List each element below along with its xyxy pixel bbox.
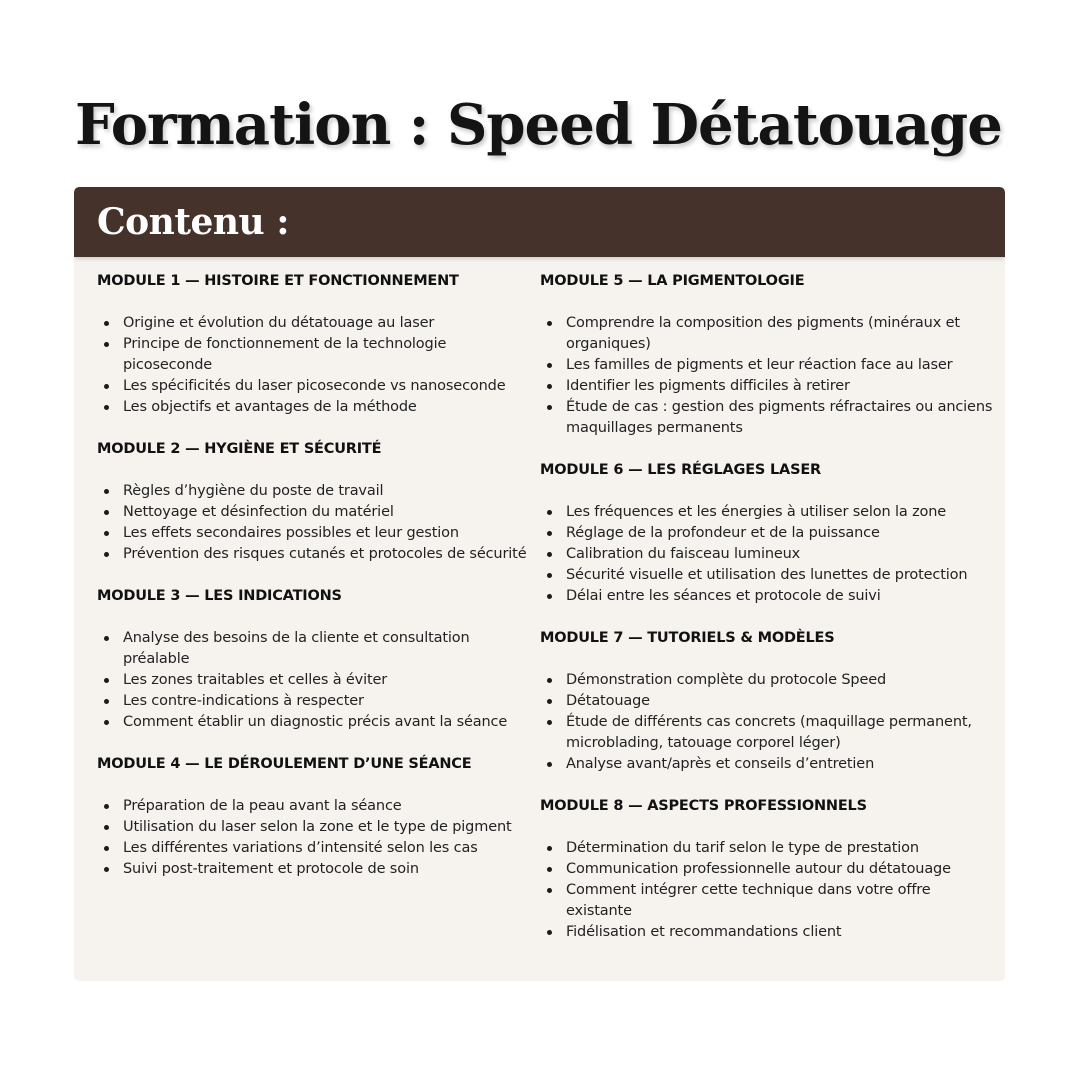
list-item-text: Utilisation du laser selon la zone et le type de pigment (123, 819, 512, 835)
list-item-text: Les contre-indications à respecter (123, 693, 364, 709)
list-item (566, 376, 1000, 397)
right-column (540, 271, 1000, 964)
bullet-icon (547, 510, 552, 515)
list-item (123, 544, 527, 565)
module-section (540, 796, 1000, 943)
list-item-text: Règles d’hygiène du poste de travail (123, 483, 384, 499)
list-item-text: Réglage de la profondeur et de la puissance (566, 525, 880, 541)
list-item-text: Calibration du faisceau lumineux (566, 546, 801, 562)
bullet-icon (547, 930, 552, 935)
bullet-icon (104, 405, 109, 410)
module-title: MODULE 5 — LA PIGMENTOLOGIE (540, 273, 805, 289)
list-item (123, 712, 527, 733)
list-item-text: Les zones traitables et celles à éviter (123, 672, 388, 688)
bullet-icon (547, 846, 552, 851)
list-item (123, 481, 527, 502)
list-item-text: Origine et évolution du détatouage au laser (123, 315, 435, 331)
list-item (566, 670, 1000, 691)
bullet-icon (104, 678, 109, 683)
list-item-text: Fidélisation et recommandations client (566, 924, 842, 940)
list-item (123, 313, 527, 334)
list-item (566, 691, 1000, 712)
bullet-icon (547, 720, 552, 725)
module-item-list (97, 481, 527, 565)
bullet-icon (547, 384, 552, 389)
list-item-text: Principe de fonctionnement de la technologie picoseconde (123, 336, 447, 373)
list-item (566, 397, 1000, 439)
list-item-text: Les fréquences et les énergies à utiliser selon la zone (566, 504, 947, 520)
module-section (97, 271, 527, 418)
module-item-list (540, 838, 1000, 943)
list-item-text: Les effets secondaires possibles et leur gestion (123, 525, 459, 541)
list-item (123, 859, 527, 880)
module-title: MODULE 2 — HYGIÈNE ET SÉCURITÉ (97, 441, 382, 457)
bullet-icon (547, 888, 552, 893)
list-item (566, 502, 1000, 523)
module-item-list (540, 670, 1000, 775)
bullet-icon (547, 405, 552, 410)
content-header (74, 187, 1005, 257)
bullet-icon (547, 594, 552, 599)
list-item-text: Les objectifs et avantages de la méthode (123, 399, 417, 415)
list-item (566, 754, 1000, 775)
module-title: MODULE 6 — LES RÉGLAGES LASER (540, 462, 821, 478)
bullet-icon (104, 699, 109, 704)
list-item (566, 544, 1000, 565)
bullet-icon (104, 846, 109, 851)
page-title: Formation : Speed Détatouage (75, 92, 1002, 158)
list-item (123, 691, 527, 712)
list-item-text: Sécurité visuelle et utilisation des lunettes de protection (566, 567, 968, 583)
list-item (566, 565, 1000, 586)
bullet-icon (104, 342, 109, 347)
module-section (97, 586, 527, 733)
list-item-text: Délai entre les séances et protocole de suivi (566, 588, 881, 604)
module-title: MODULE 4 — LE DÉROULEMENT D’UNE SÉANCE (97, 756, 472, 772)
module-title: MODULE 1 — HISTOIRE ET FONCTIONNEMENT (97, 273, 459, 289)
bullet-icon (104, 804, 109, 809)
bullet-icon (104, 552, 109, 557)
list-item (123, 376, 527, 397)
list-item (123, 397, 527, 418)
list-item-text: Communication professionnelle autour du détatouage (566, 861, 951, 877)
list-item (566, 880, 1000, 922)
list-item-text: Démonstration complète du protocole Speed (566, 672, 887, 688)
module-title: MODULE 3 — LES INDICATIONS (97, 588, 342, 604)
list-item-text: Comment intégrer cette technique dans votre offre existante (566, 882, 931, 919)
list-item-text: Étude de différents cas concrets (maquillage permanent, microblading, tatouage corporel léger) (566, 714, 972, 751)
list-item-text: Préparation de la peau avant la séance (123, 798, 402, 814)
list-item (566, 523, 1000, 544)
module-title: MODULE 7 — TUTORIELS & MODÈLES (540, 630, 835, 646)
list-item-text: Prévention des risques cutanés et protocoles de sécurité (123, 546, 527, 562)
bullet-icon (547, 363, 552, 368)
list-item (123, 523, 527, 544)
list-item (123, 670, 527, 691)
list-item (566, 838, 1000, 859)
content-card (74, 187, 1005, 981)
list-item (566, 313, 1000, 355)
list-item-text: Étude de cas : gestion des pigments réfractaires ou anciens maquillages permanents (566, 399, 993, 436)
bullet-icon (104, 636, 109, 641)
module-item-list (540, 313, 1000, 439)
bullet-icon (547, 867, 552, 872)
list-item-text: Les familles de pigments et leur réaction face au laser (566, 357, 953, 373)
module-section (540, 628, 1000, 775)
module-section (97, 754, 527, 880)
list-item-text: Détatouage (566, 693, 650, 709)
list-item-text: Comment établir un diagnostic précis avant la séance (123, 714, 508, 730)
module-item-list (97, 313, 527, 418)
bullet-icon (547, 321, 552, 326)
bullet-icon (547, 699, 552, 704)
list-item-text: Les spécificités du laser picoseconde vs nanoseconde (123, 378, 506, 394)
bullet-icon (104, 825, 109, 830)
list-item-text: Suivi post-traitement et protocole de soin (123, 861, 419, 877)
list-item (566, 712, 1000, 754)
list-item (123, 838, 527, 859)
module-item-list (540, 502, 1000, 607)
module-title: MODULE 8 — ASPECTS PROFESSIONNELS (540, 798, 867, 814)
module-section (540, 271, 1000, 439)
module-item-list (97, 796, 527, 880)
content-header-title: Contenu : (97, 201, 290, 243)
list-item (123, 817, 527, 838)
bullet-icon (104, 720, 109, 725)
list-item (566, 355, 1000, 376)
bullet-icon (547, 573, 552, 578)
bullet-icon (104, 321, 109, 326)
bullet-icon (104, 510, 109, 515)
list-item (566, 922, 1000, 943)
list-item-text: Nettoyage et désinfection du matériel (123, 504, 394, 520)
list-item (123, 796, 527, 817)
list-item (566, 859, 1000, 880)
bullet-icon (104, 489, 109, 494)
list-item-text: Analyse avant/après et conseils d’entretien (566, 756, 875, 772)
list-item (123, 502, 527, 523)
list-item-text: Comprendre la composition des pigments (minéraux et organiques) (566, 315, 960, 352)
bullet-icon (104, 384, 109, 389)
bullet-icon (104, 531, 109, 536)
list-item-text: Analyse des besoins de la cliente et consultation préalable (123, 630, 470, 667)
list-item (566, 586, 1000, 607)
module-item-list (97, 628, 527, 733)
list-item-text: Les différentes variations d’intensité selon les cas (123, 840, 478, 856)
module-section (97, 439, 527, 565)
bullet-icon (547, 531, 552, 536)
module-section (540, 460, 1000, 607)
list-item (123, 334, 527, 376)
bullet-icon (547, 678, 552, 683)
left-column (97, 271, 527, 901)
list-item-text: Détermination du tarif selon le type de prestation (566, 840, 919, 856)
bullet-icon (547, 552, 552, 557)
list-item (123, 628, 527, 670)
bullet-icon (104, 867, 109, 872)
list-item-text: Identifier les pigments difficiles à retirer (566, 378, 850, 394)
bullet-icon (547, 762, 552, 767)
